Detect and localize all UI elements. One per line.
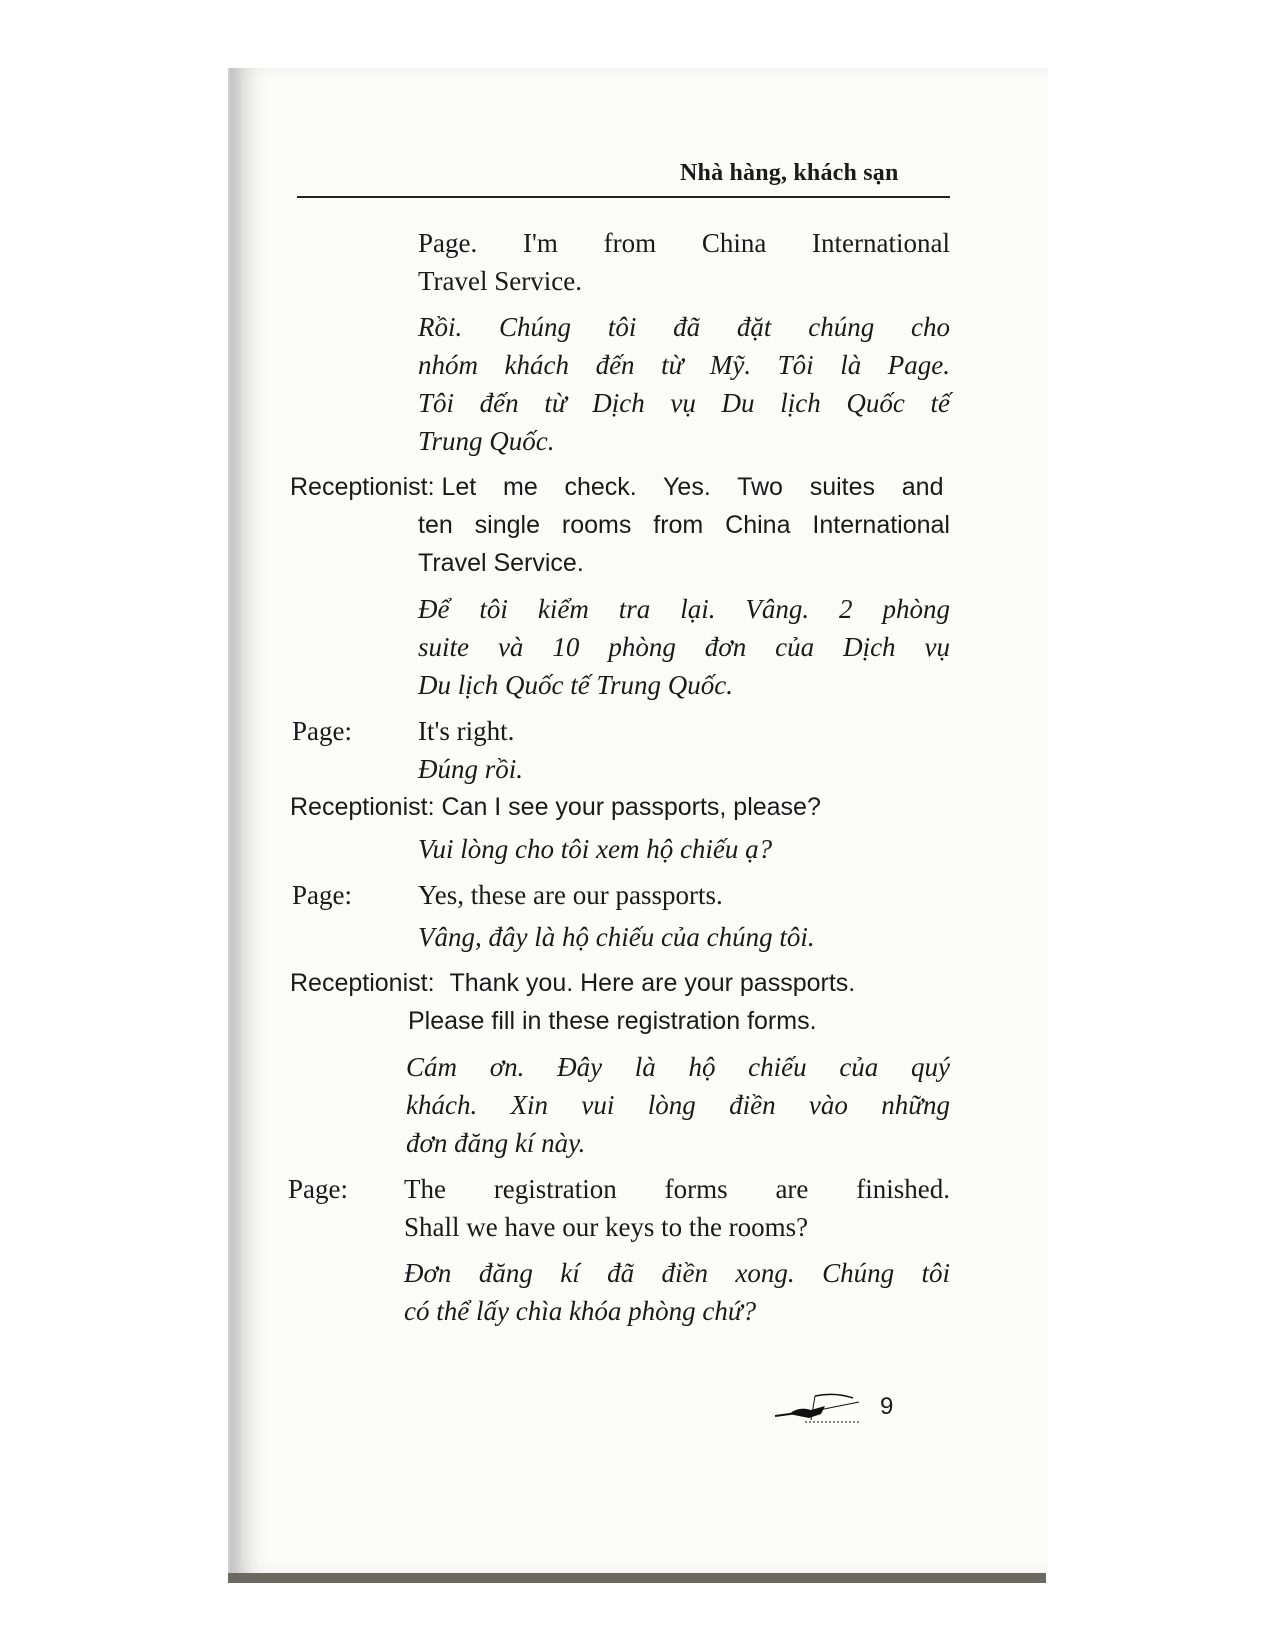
speaker-line — [290, 964, 950, 1002]
english-line: ten single rooms from China International — [418, 511, 950, 539]
english-text — [300, 876, 950, 914]
vietnamese-line: Rồi. Chúng tôi đã đặt chúng cho — [418, 312, 950, 342]
dialogue-turn — [290, 468, 950, 704]
english-text — [300, 1170, 950, 1246]
dialogue-turn — [292, 712, 950, 788]
vietnamese-line: khách. Xin vui lòng điền vào những — [406, 1090, 950, 1120]
english-text — [300, 712, 950, 750]
english-line: The registration forms are finished. — [404, 1174, 950, 1204]
vietnamese-line: Để tôi kiểm tra lại. Vâng. 2 phòng — [418, 594, 950, 624]
english-line: Yes, these are our passports. — [418, 880, 723, 910]
header-rule — [297, 196, 950, 198]
vietnamese-text — [300, 308, 950, 460]
speaker-label: Page: — [288, 1174, 348, 1204]
speaker-label: Receptionist: — [290, 969, 435, 997]
vietnamese-line: Du lịch Quốc tế Trung Quốc. — [418, 670, 733, 700]
english-line: Please fill in these registration forms. — [408, 1007, 817, 1035]
running-header: Nhà hàng, khách sạn — [680, 160, 899, 186]
dialogue-content — [288, 224, 950, 1330]
page-number: 9 — [880, 1393, 894, 1420]
vietnamese-line: Cám ơn. Đây là hộ chiếu của quý — [406, 1052, 950, 1082]
english-text — [300, 506, 950, 582]
dialogue-turn — [290, 964, 950, 1162]
speaker-label: Page: — [292, 716, 352, 746]
speaker-label: Page: — [292, 880, 352, 910]
vietnamese-line: nhóm khách đến từ Mỹ. Tôi là Page. — [418, 350, 950, 380]
vietnamese-line: Đúng rồi. — [418, 754, 524, 784]
vietnamese-text — [300, 750, 950, 788]
english-line: Travel Service. — [418, 266, 582, 296]
dialogue-turn — [292, 876, 950, 956]
english-line: It's right. — [418, 716, 515, 746]
speaker-label: Receptionist: — [290, 473, 435, 501]
page-edge — [228, 1573, 1046, 1583]
english-text — [300, 224, 950, 300]
english-line: Can I see your passports, please? — [441, 793, 821, 821]
vietnamese-line: có thể lấy chìa khóa phòng chứ? — [404, 1296, 757, 1326]
english-text — [300, 1002, 950, 1040]
vietnamese-text — [300, 830, 950, 868]
english-line: Page. I'm from China International — [418, 228, 950, 258]
archer-ornament-icon — [775, 1392, 865, 1433]
dialogue-turn — [290, 788, 950, 868]
vietnamese-line: Trung Quốc. — [418, 426, 555, 456]
vietnamese-text — [300, 1254, 950, 1330]
vietnamese-line: Vâng, đây là hộ chiếu của chúng tôi. — [418, 922, 815, 952]
dialogue-turn — [288, 1170, 950, 1330]
vietnamese-line: Tôi đến từ Dịch vụ Du lịch Quốc tế — [418, 388, 950, 418]
speaker-label: Receptionist: — [290, 793, 435, 821]
vietnamese-line: suite và 10 phòng đơn của Dịch vụ — [418, 632, 950, 662]
dialogue-turn — [300, 224, 950, 460]
english-line: Travel Service. — [418, 549, 584, 577]
vietnamese-text — [300, 918, 950, 956]
english-line: Shall we have our keys to the rooms? — [404, 1212, 809, 1242]
vietnamese-line: đơn đăng kí này. — [406, 1128, 586, 1158]
vietnamese-text — [300, 1048, 950, 1162]
vietnamese-line: Vui lòng cho tôi xem hộ chiếu ạ? — [418, 834, 773, 864]
speaker-line — [290, 468, 950, 506]
vietnamese-line: Đơn đăng kí đã điền xong. Chúng tôi — [404, 1258, 950, 1288]
english-line: Thank you. Here are your passports. — [449, 969, 856, 997]
vietnamese-text — [300, 590, 950, 704]
english-line: Let me check. Yes. Two suites and — [441, 473, 944, 501]
speaker-line — [290, 788, 950, 826]
